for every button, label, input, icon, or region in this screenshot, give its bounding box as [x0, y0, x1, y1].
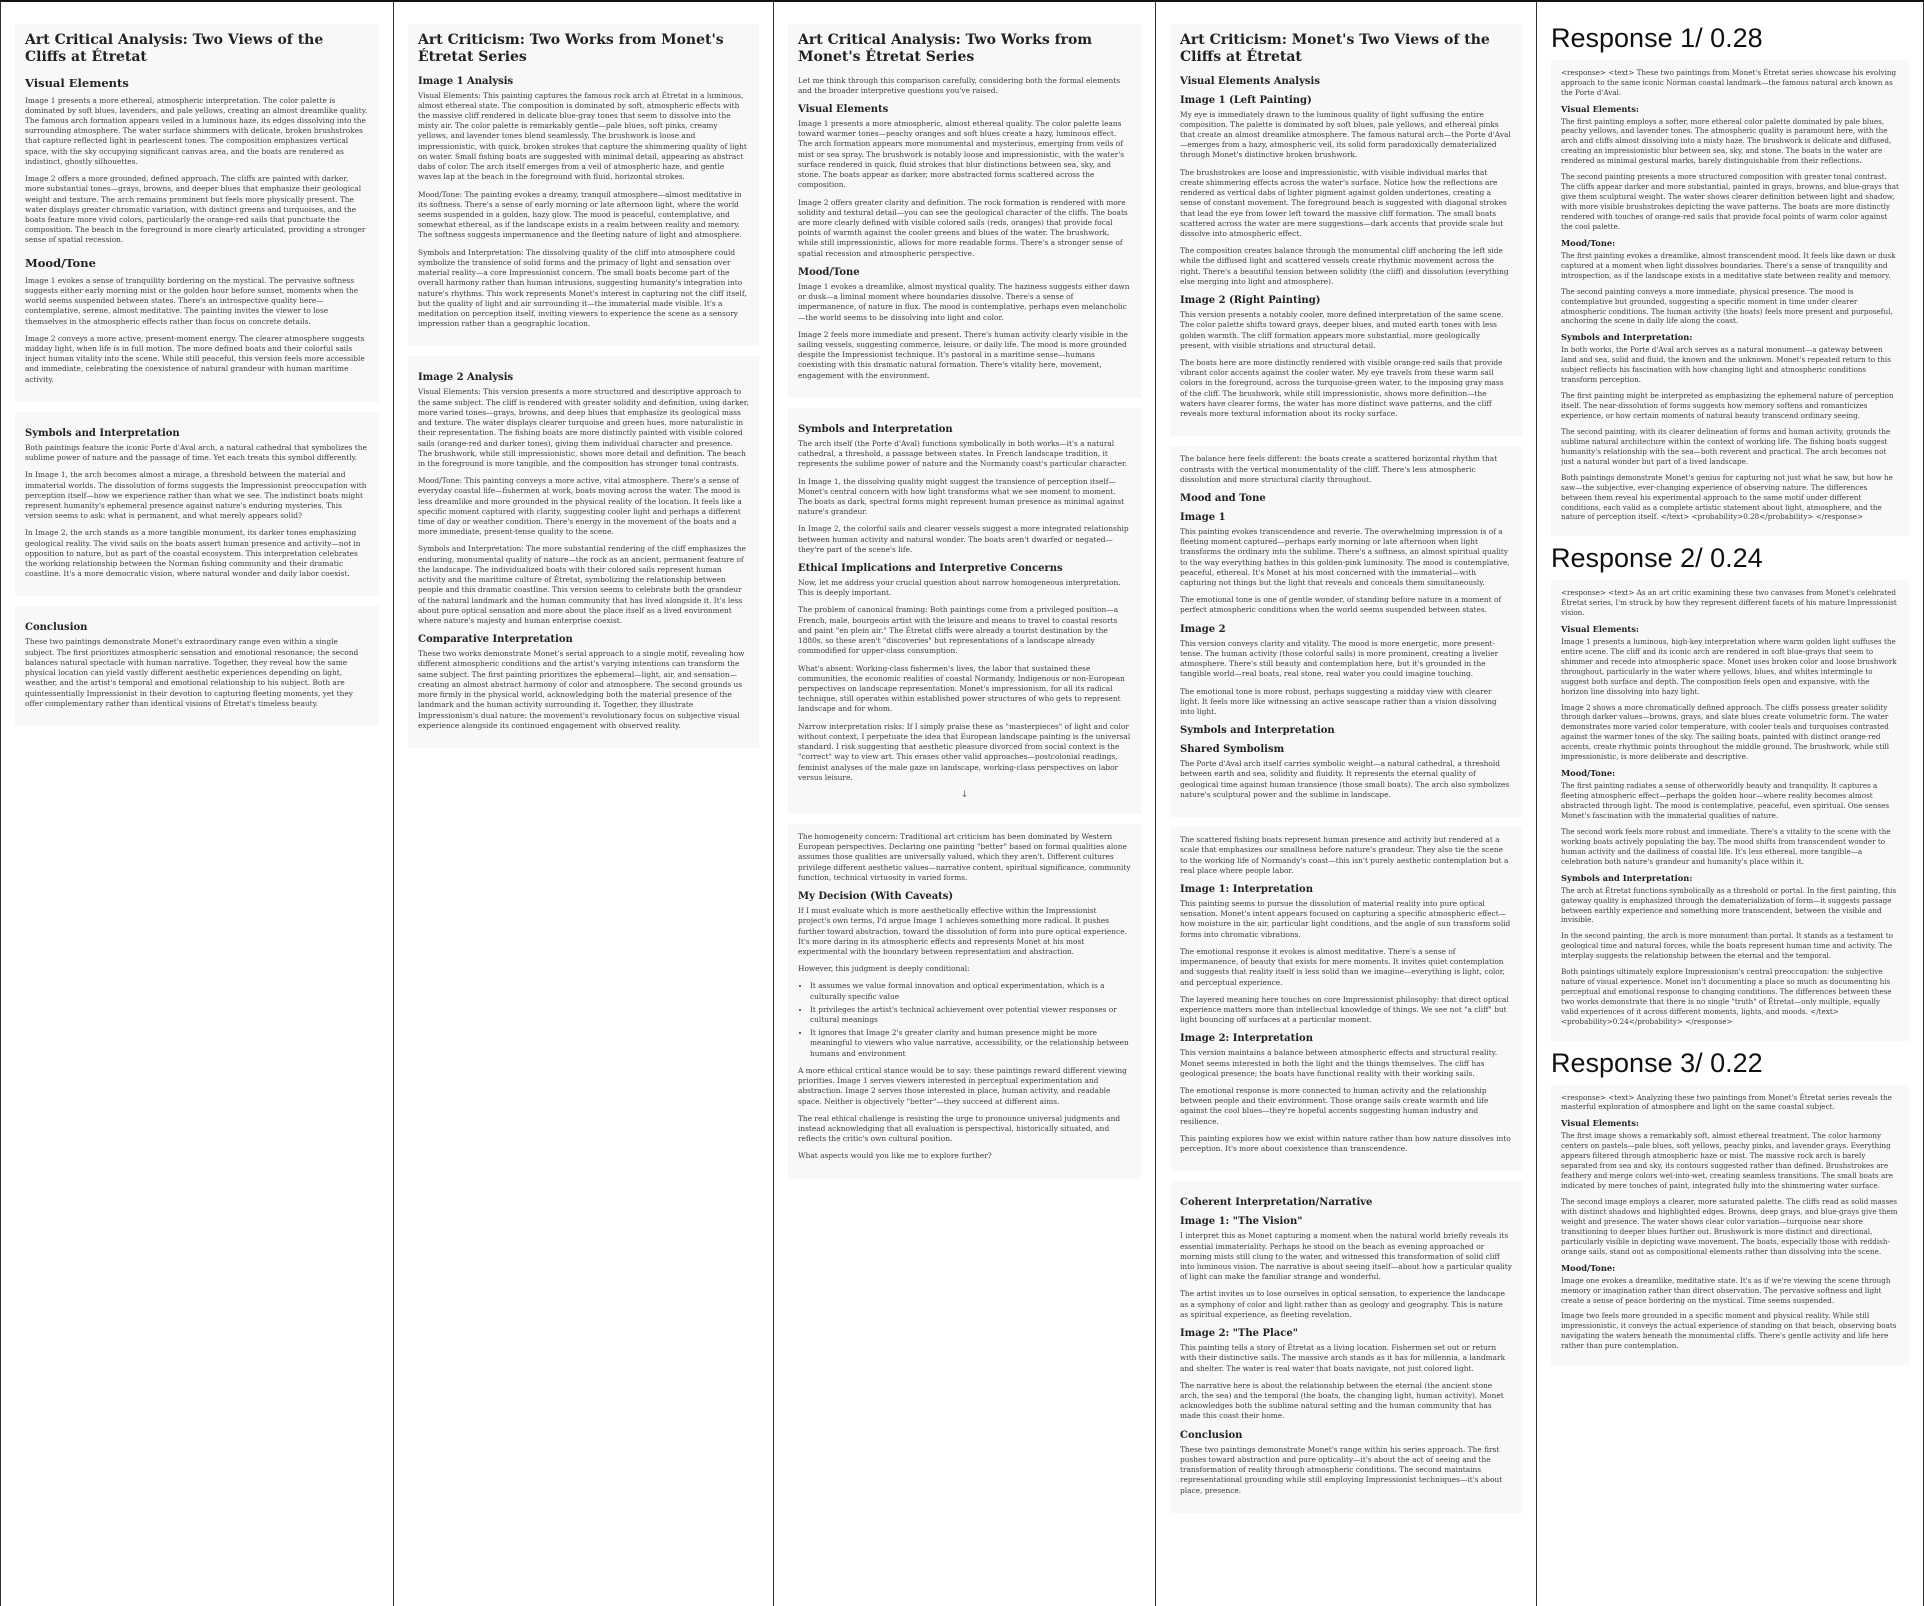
paragraph: Visual Elements: This version presents a more structured and descriptive approach to the same subject. The cliff is rendered with greater solidity and definition, using darker, more varied tones—grays, browns, and deep blues that emphasize its geological mass and texture. The water displays clearer turquoise and green hues, more naturalistic in their representation. The fishing boats are more distinctly painted with visible colored sails (orange-red and darker tones), giving them individual character and presence. The brushwork, while still impressionistic, shows more detail and definition. The beach in the foreground is more tangible, and the composition has stronger tonal contrasts. [418, 387, 749, 468]
document-title: Art Criticism: Monet's Two Views of the Cliffs at Étretat [1180, 32, 1490, 65]
paragraph: The emotional response is more connected to human activity and the relationship between people and their environment. Those orange sails create warmth and life against the cool blues—they're hopeful accents suggesting human industry and resilience. [1180, 1086, 1489, 1126]
paragraph: My eye is immediately drawn to the luminous quality of light suffusing the entire composition. The palette is dominated by soft blues, pale yellows, and ethereal pinks that create an almost dreamlike atmosphere. The famous natural arch—the Porte d'Aval—emerges from a hazy, atmospheric veil, its solid form paradoxically dematerialized through Monet's distinctive broken brushwork. [1180, 109, 1511, 160]
paragraph: The second painting conveys a more immediate, physical presence. The mood is contemplative but grounded, suggesting a specific moment in time under clearer atmospheric conditions. The human activity (the boats) feels more present and purposeful, anchoring the scene in daily life along the coast. [1561, 286, 1893, 326]
paragraph: The homogeneity concern: Traditional art criticism has been dominated by Western European perspectives. Declaring one painting "better" based on formal qualities alone assumes those qualities are universally valued, which they aren't. Different cultures privilege different aesthetic values—narrative content, spiritual significance, community function, technical virtuosity in varied forms. [798, 831, 1131, 882]
response-panel [15, 606, 379, 726]
paragraph: Image 1 evokes a dreamlike, almost mystical quality. The haziness suggests either dawn or dusk—a liminal moment where boundaries dissolve. There's a sense of impermanence, of nature in flux. The mood is contemplative, perhaps even melancholic—the world seems to be dissolving into light and color. [798, 281, 1130, 322]
response-panel [1170, 1181, 1522, 1512]
paragraph: The narrative here is about the relationship between the eternal (the ancient stone arch, the sea) and the temporal (the boats, the changing light, human activity). Monet acknowledges both the sublime natural setting and the human community that has made this coast their home. [1180, 1380, 1504, 1421]
subsection-heading: Shared Symbolism [1180, 744, 1285, 756]
paragraph: In both works, the Porte d'Aval arch serves as a natural monument—a gateway between land and sea, solid and fluid, the known and the unknown. Monet's repeated return to this subject reflects his fascination with how changing light and atmospheric conditions transform perception. [1561, 345, 1891, 385]
response-header: Response 2/ 0.24 [1551, 543, 1763, 574]
section-heading: Ethical Implications and Interpretive Concerns [798, 563, 1063, 575]
subsection-heading: Image 1: "The Vision" [1180, 1216, 1303, 1228]
intro-paragraph: Let me think through this comparison carefully, considering both the formal elements and the broader interpretive questions you've raised. [798, 75, 1121, 95]
subsection-heading: Image 1: Interpretation [1180, 883, 1313, 895]
paragraph: In Image 1, the dissolving quality might suggest the transience of perception itself—Monet's central concern with how light transforms what we see moment to moment. The boats as dark, spectral forms might represent human presence as minimal against nature's grandeur. [798, 476, 1125, 517]
section-heading: Conclusion [1180, 1429, 1243, 1441]
paragraph: Both paintings ultimately explore Impressionism's central preoccupation: the subjective nature of visual experience. Monet isn't documenting a place so much as documenting his perceptual and emotional response to changing conditions. The differences between these two works demonstrate that there is no single "truth" of Étretat—only multiple, equally valid experiences of it across different moments, lights, and moods. </text> <probability>0.24</probability> </response> [1561, 967, 1892, 1026]
paragraph: This version conveys clarity and vitality. The mood is more energetic, more present-tense. The human activity (those colorful sails) is more prominent, creating a livelier atmosphere. There's still beauty and contemplation here, but it's grounded in the tangible world—real boats, real stone, real water you could imagine touching. [1180, 638, 1499, 679]
paragraph: Image 2 offers a more grounded, defined approach. The cliffs are painted with darker, more substantial tones—grays, browns, and deeper blues that emphasize their geological weight and texture. The arch remains prominent but feels more physically present. The water displays greater chromatic variation, with distinct greens and turquoises, and the boats feature more vivid colors, particularly the orange-red sails that punctuate the composition. The beach in the foreground is more clearly articulated, providing a stronger sense of spatial recession. [25, 174, 366, 245]
response-panel [1170, 827, 1522, 1171]
paragraph: The balance here feels different: the boats create a scattered horizontal rhythm that contrasts with the vertical monumentality of the cliff. There's less atmospheric dissolution and more structural clarity throughout. [1180, 454, 1498, 484]
paragraph: Image 2 feels more immediate and present. There's human activity clearly visible in the sailing vessels, suggesting commerce, leisure, or daily life. The mood is more grounded despite the Impressionist technique. It's pastoral in a maritime sense—humans coexisting with this dramatic natural formation. There's vitality here, movement, engagement with the environment. [798, 329, 1128, 380]
response-panel [15, 412, 379, 597]
section-heading: Conclusion [25, 622, 88, 634]
response-text-block [1551, 1085, 1909, 1366]
paragraph: The first image shows a remarkably soft, almost ethereal treatment. The color harmony centers on pastels—pale blues, soft yellows, peachy pinks, and lavender grays. Everything appears filtered through atmospheric haze or mist. The massive rock arch is barely separated from sea and sky, its contours suggested rather than defined. Brushstrokes are feathery and merge colors wet-into-wet, creating seamless transitions. The small boats are indicated by mere touches of paint, integrated fully into the shimmering water surface. [1561, 1131, 1894, 1191]
paragraph: Now, let me address your crucial question about narrow homogeneous interpretation. This is deeply important. [798, 578, 1121, 598]
section-heading: Mood and Tone [1180, 492, 1266, 504]
section-heading: Symbols and Interpretation [25, 427, 180, 439]
paragraph: The brushstrokes are loose and impressionistic, with visible individual marks that create shimmering effects across the water's surface. Notice how the reflections are rendered as vertical dabs of lighter pigment against golden undertones, creating a sense of constant movement. The foreground beach is suggested with diagonal strokes that lead the eye from lower left toward the massive cliff formation. The small boats scattered across the water are mere suggestions—dark accents that provide scale but dissolve into atmospheric effect. [1180, 167, 1507, 238]
scroll-down-icon[interactable]: ↓ [960, 789, 969, 800]
paragraph: Image 2 conveys a more active, present-moment energy. The clearer atmosphere suggests midday light, when life is in full motion. The more defined boats and their colorful sails inject human vitality into the scene. While still peaceful, this version feels more accessible and immediate, celebrating the coexistence of natural grandeur with human maritime activity. [25, 333, 365, 384]
response-intro: <response> <text> Analyzing these two paintings from Monet's Étretat series reveals the masterful exploration of atmosphere and light on the same coastal subject. [1561, 1092, 1892, 1112]
paragraph: The second work feels more robust and immediate. There's a vitality to the scene with the working boats actively populating the bay. The mood shifts from transcendent wonder to human activity and the dailiness of coastal life. It's less ethereal, more tangible—a celebration both nature's grandeur and humanity's place within it. [1561, 826, 1891, 866]
paragraph: Mood/Tone: This painting conveys a more active, vital atmosphere. There's a sense of everyday coastal life—fishermen at work, boats moving across the water. The mood is less dreamlike and more grounded in the physical reality of the location. It feels like a specific moment captured with clarity, suggesting cooler light and perhaps a different time of day or weather condition. There's energy in the movement of the boats and a more immediate, present-tense quality to the scene. [418, 476, 742, 537]
paragraph: This painting explores how we exist within nature rather than how nature dissolves into perception. It's more about coexistence than transcendence. [1180, 1133, 1511, 1154]
response-section-label: Mood/Tone: [1561, 768, 1616, 779]
paragraph: The arch itself (the Porte d'Aval) functions symbolically in both works—it's a natural cathedral, a threshold, a passage between states. In French landscape tradition, it represents the sublime power of nature and the Normandy coast's particular character. [798, 438, 1128, 469]
response-text-block [1551, 580, 1909, 1041]
paragraph: Symbols and Interpretation: The dissolving quality of the cliff into atmosphere could symbolize the transience of solid forms and the primacy of light and sensation over material reality—a core Impressionist concern. The small boats become part of the overall harmony rather than human intrusions, suggesting humanity's integration into nature's rhythms. This work represents Monet's interest in capturing not the cliff itself, but the quality of light and air surrounding it—the immaterial made visible. It's a meditation on perception itself, inviting viewers to experience the scene as a sensory impression rather than a geographic location. [418, 247, 747, 329]
paragraph: The first painting might be interpreted as emphasizing the ephemeral nature of perception itself. The near-dissolution of forms suggests how memory softens and romanticizes experience, or how certain moments of natural beauty transcend ordinary seeing. [1561, 391, 1894, 420]
response-section-label: Mood/Tone: [1561, 237, 1616, 248]
paragraph: Image 2 offers greater clarity and definition. The rock formation is rendered with more solidity and textural detail—you can see the geological character of the cliffs. The boats are more clearly defined with visible colored sails (reds, oranges) that provide focal points of warmth against the cooler greens and blues of the water. The brushwork, while still impressionistic, allows for more readable forms. There's a stronger sense of spatial recession and atmospheric perspective. [798, 197, 1128, 258]
paragraph: The arch at Étretat functions symbolically as a threshold or portal. In the first painting, this gateway quality is emphasized through the dematerialization of form—it suggests passage between earthly experience and something more transcendent, between the visible and invisible. [1561, 885, 1897, 925]
response-header: Response 1/ 0.28 [1551, 23, 1763, 53]
response-panel [1170, 24, 1522, 436]
list-item: • It ignores that Image 2's greater clarity and human presence might be more meaningful to viewers who value narrative, accessibility, or the relationship between humans and environment [810, 1028, 1131, 1059]
subsection-heading: Image 2 [1180, 623, 1226, 635]
paragraph: The boats here are more distinctly rendered with visible orange-red sails that provide vibrant color accents against the cooler water. My eye travels from these warm sail colors in the foreground, across the turquoise-green water, to the imposing gray mass of the cliff. The brushwork, while still impressionistic, shows more definition—the waters have clearer forms, the water has more distinct wave patterns, and the cliff reveals more textural information about its rocky surface. [1180, 357, 1504, 419]
paragraph: The artist invites us to lose ourselves in optical sensation, to experience the landscape as a symphony of color and light rather than as geology and geography. This is nature as spiritual experience, as fleeting revelation. [1180, 1289, 1505, 1319]
paragraph: The first painting evokes a dreamlike, almost transcendent mood. It feels like dawn or dusk captured at a moment when light dissolves boundaries. There's a sense of tranquility and introspection, as if the landscape exists in a meditative state between reality and memory. [1561, 250, 1896, 280]
paragraph: These two paintings demonstrate Monet's range within his series approach. The first pushes toward abstraction and pure opticality—it's about the act of seeing and the transformation of reality through atmospheric conditions. The second maintains representational grounding while still employing Impressionist techniques—it's about place, presence. [1180, 1444, 1503, 1495]
paragraph: Narrow interpretation risks: If I simply praise these as "masterpieces" of light and color without context, I perpetuate the idea that European landscape painting is the universal standard. I risk suggesting that aesthetic pleasure divorced from social context is the "correct" way to view art. This erases other valid approaches—postcolonial readings, feminist analyses of the male gaze on landscape, working-class perspectives on labor versus leisure. [798, 721, 1131, 782]
response-column-1[interactable] [0, 2, 393, 1606]
paragraph: The second image employs a clearer, more saturated palette. The cliffs read as solid masses with distinct shadows and highlighted edges. Browns, deep grays, and blue-grays give them weight and presence. The water shows clear color variation—turquoise near shore transitioning to deeper blues further out. Brushwork is more distinct and directional, particularly visible in depicting wave movement. The boats, especially those with reddish-orange sails, stand out as compositional elements rather than dissolving into the scene. [1561, 1197, 1898, 1256]
section-heading: Mood/Tone [798, 266, 860, 278]
response-intro: <response> <text> As an art critic examining these two canvases from Monet's celebrated Étretat series, I'm struck by how they represent different facets of his mature Impressionist vision. [1561, 588, 1897, 617]
paragraph: Symbols and Interpretation: The more substantial rendering of the cliff emphasizes the enduring, monumental quality of nature—the rock as an ancient, permanent feature of the landscape. The individualized boats with their colored sails represent human activity and the maritime culture of Étretat, symbolizing the relationship between people and this dramatic coastline. This version seems to celebrate both the grandeur of the natural landmark and the human community that has lived alongside it. It's less about pure optical sensation and more about the place itself as a lived environment where nature's majesty and human enterprise coexist. [418, 544, 746, 625]
list-item: • It privileges the artist's technical achievement over potential viewer responses or cultural meanings [810, 1005, 1131, 1025]
response-header: Response 3/ 0.22 [1551, 1047, 1763, 1078]
response-column-2[interactable] [393, 2, 773, 1606]
response-panel [408, 24, 759, 346]
paragraph: The second painting presents a more structured composition with greater tonal contrast. The cliffs appear darker and more substantial, painted in grays, browns, and blue-grays that give them sculptural weight. The water shows clearer definition between light and shadow, with more visible brushstrokes depicting the wave patterns. The boats are more distinctly rendered with touches of orange-red sails that provide focal points of warm color against the cool palette. [1561, 172, 1899, 231]
response-panel [1170, 446, 1522, 817]
paragraph: The second painting, with its clearer delineation of forms and human activity, grounds the sublime natural architecture within the context of working life. The fishing boats suggest humanity's relationship with the sea—both reverent and practical. The arch becomes not just a natural wonder but part of a lived landscape. [1561, 426, 1891, 466]
response-column-4[interactable] [1155, 2, 1536, 1606]
list-item: • It assumes we value formal innovation and optical experimentation, which is a culturally specific value [810, 981, 1131, 1001]
paragraph: The layered meaning here touches on core Impressionist philosophy: that direct optical experience matters more than intellectual knowledge of things. We see not "a cliff" but light bouncing off surfaces at a particular moment. [1180, 994, 1509, 1025]
paragraph: The composition creates balance through the monumental cliff anchoring the left side while the diffused light and scattered vessels create rhythmic movement across the right. There's a beautiful tension between solidity (the cliff) and dissolution (everything else merging into light and atmosphere). [1180, 246, 1509, 286]
paragraph: This version maintains a balance between atmospheric effects and structural reality. Monet seems interested in both the light and the things themselves. The cliff has geological presence; the boats have functional reality with their working sails. [1180, 1048, 1498, 1078]
response-panel [788, 824, 1141, 1179]
response-section-label: Visual Elements: [1561, 103, 1639, 114]
paragraph: Visual Elements: This painting captures the famous rock arch at Étretat in a luminous, almost ethereal state. The composition is dominated by soft, atmospheric effects with the massive cliff rendered in delicate blue-gray tones that seem to dissolve into the misty air. The color palette is remarkably gentle—pale blues, soft pinks, creamy yellows, and lavender tones blend seamlessly. The brushwork is loose and impressionistic, with quick, broken strokes that capture the shimmering quality of light on water. Small fishing boats are suggested with minimal detail, appearing as abstract dabs of color. The arch itself emerges from a veil of atmospheric haze, and gentle waves lap at the beach in the foreground with fluid, horizontal strokes. [418, 90, 747, 182]
section-heading: Comparative Interpretation [418, 634, 573, 646]
paragraph: These two works demonstrate Monet's serial approach to a single motif, revealing how different atmospheric conditions and the artist's varying intentions can transform the same subject. The first painting prioritizes the ephemeral—light, air, and sensation—creating an almost abstract harmony of color and atmosphere. The second grounds us more firmly in the physical world, acknowledging both the material presence of the landmark and the human activity surrounding it. Together, they illustrate Impressionism's dual nature: the movement's revolutionary focus on subjective visual experience alongside its continued engagement with observed reality. [418, 649, 745, 730]
paragraph: What aspects would you like me to explore further? [798, 1151, 992, 1161]
paragraph: Image 2 shows a more chromatically defined approach. The cliffs possess greater solidity through darker values—browns, grays, and slate blues create volumetric form. The water demonstrates more varied color temperature, with cooler teals and turquoises contrasted against the warmer tones of the sky. The sailing boats, painted with distinct orange-red accents, create rhythmic points throughout the middle ground. The brushwork, while still impressionistic, is more deliberate and descriptive. [1561, 702, 1890, 762]
section-heading: Symbols and Interpretation [798, 423, 953, 435]
paragraph: The emotional tone is more robust, perhaps suggesting a midday view with clearer light. It feels more like witnessing an active seascape rather than a vision dissolving into light. [1180, 686, 1497, 716]
paragraph: If I must evaluate which is more aesthetically effective within the Impressionist project's own terms, I'd argue Image 1 achieves something more radical. It pushes further toward abstraction, toward the dissolution of form into pure optical experience. It's more daring in its atmospheric effects and represents Monet at his most experimental with the boundary between representation and abstraction. [798, 906, 1127, 956]
paragraph: However, this judgment is deeply conditional: [798, 964, 970, 974]
section-heading: Visual Elements [25, 75, 129, 90]
section-heading: Visual Elements [798, 104, 889, 116]
paragraph: The first painting radiates a sense of otherworldly beauty and tranquility. It captures a fleeting atmospheric effect—perhaps the golden hour—where reality becomes almost abstracted through light. The mood is contemplative, peaceful, even spiritual. One senses Monet's fascination with the immaterial qualities of nature. [1561, 781, 1890, 820]
paragraph: This painting seems to pursue the dissolution of material reality into pure optical sensation. Monet's intent appears focused on capturing a specific atmospheric effect—how moisture in the air, particular light conditions, and the angle of sun transform solid forms into chromatic vibrations. [1180, 898, 1511, 939]
paragraph: In the second painting, the arch is more monument than portal. It stands as a testament to geological time and natural forces, while the boats represent human time and activity. The interplay suggests the relationship between the eternal and the temporal. [1561, 931, 1893, 961]
response-panel [788, 24, 1141, 398]
paragraph: In Image 2, the colorful sails and clearer vessels suggest a more integrated relationship between human activity and natural wonder. The boats aren't dwarfed or negated—they're part of the scene's life. [798, 524, 1129, 554]
document-title: Art Critical Analysis: Two Views of the Cliffs at Étretat [25, 32, 324, 65]
response-text-block [1551, 60, 1909, 537]
paragraph: Image two feels more grounded in a specific moment and physical reality. While still impressionistic, it conveys the actual experience of standing on that beach, observing boats navigating the waters beneath the monumental cliffs. There's gentle activity and life here rather than pure contemplation. [1561, 1311, 1897, 1351]
paragraph: This version presents a notably cooler, more defined interpretation of the same scene. The color palette shifts toward grays, deeper blues, and muted earth tones with less golden warmth. The cliff formation appears more substantial, more geologically present, with visible striations and structural detail. [1180, 310, 1504, 350]
paragraph: The emotional response it evokes is almost meditative. There's a sense of impermanence, of beauty that exists for mere moments. It invites quiet contemplation and suggests that reality itself is less solid than we imagine—everything is light, color, and perceptual experience. [1180, 946, 1505, 987]
bullet-list [798, 981, 1131, 1059]
paragraph: This painting tells a story of Étretat as a living location. Fishermen set out or return with their distinctive sails. The massive arch stands as it has for millennia, a landmark and shelter. The water is real water that boats navigate, not just colored light. [1180, 1343, 1506, 1373]
paragraph: The problem of canonical framing: Both paintings come from a privileged position—a French, male, bourgeois artist with the leisure and means to travel to coastal resorts and paint "en plein air." The Étretat cliffs were already a tourist destination by the 1880s, so these aren't "discoveries" but representations of a landscape already commodified for upper-class consumption. [798, 605, 1119, 656]
paragraph: Image 1 evokes a sense of tranquility bordering on the mystical. The pervasive softness suggests either early morning mist or the golden hour before sunset, moments when the world seems suspended between states. There's an introspective quality here—contemplative, serene, almost meditative. The painting invites the viewer to lose themselves in the atmospheric effects rather than focus on concrete details. [25, 275, 359, 326]
section-heading: My Decision (With Caveats) [798, 891, 954, 903]
document-title: Art Critical Analysis: Two Works from Monet's Étretat Series [798, 32, 1093, 65]
response-panel [788, 408, 1141, 814]
paragraph: I interpret this as Monet capturing a moment when the natural world briefly reveals its essential immateriality. Perhaps he stood on the beach as evening approached or morning mists still clung to the water, and witnessed this transformation of solid cliff into luminous vision. The narrative is about seeing itself—about how a particular quality of light can make the familiar strange and wonderful. [1180, 1231, 1512, 1282]
paragraph: The real ethical challenge is resisting the urge to pronounce universal judgments and instead acknowledging that all evaluation is perspectival, historically situated, and reflects the critic's own cultural position. [798, 1113, 1121, 1144]
response-section-label: Visual Elements: [1561, 1118, 1639, 1129]
section-heading: Image 1 Analysis [418, 75, 514, 87]
paragraph: What's absent: Working-class fishermen's lives, the labor that sustained these communities, the economic realities of coastal Normandy, Indigenous or non-European perspectives on landscape representation. Monet's impressionism, for all its radical technique, still operates within established power structures of who gets to represent landscape and for whom. [798, 663, 1125, 714]
paragraph: Image 1 presents a more atmospheric, almost ethereal quality. The color palette leans toward warmer tones—peachy oranges and soft blues create a hazy, luminous effect. The arch formation appears more monumental and mysterious, emerging from veils of mist or sea spray. The brushwork is notably loose and impressionistic, with the water's surface rendered in quick, fluid strokes that blur distinctions between sea, sky, and stone. The boats appear as darker, more abstracted forms scattered across the composition. [798, 119, 1125, 190]
subsection-heading: Image 1 [1180, 511, 1226, 523]
paragraph: In Image 1, the arch becomes almost a mirage, a threshold between the material and immaterial worlds. The dissolution of forms suggests the Impressionist preoccupation with perception itself—how we experience rather than what we see. The indistinct boats might represent humanity's ephemeral presence against nature's enduring mysteries. This version seems to ask: what is permanent, and what merely appears solid? [25, 470, 367, 521]
paragraph: A more ethical critical stance would be to say: these paintings reward different viewing priorities. Image 1 serves viewers interested in perceptual experimentation and abstraction. Image 2 serves those interested in place, human activity, and readable space. Neither is objectively "better"—they succeed at different aims. [798, 1065, 1127, 1106]
sampled-responses-column[interactable] [1536, 2, 1924, 1606]
paragraph: These two paintings demonstrate Monet's extraordinary range even within a single subject. The first prioritizes atmospheric sensation and emotional resonance; the second balances natural spectacle with human narrative. Together, they reveal how the same physical location can yield vastly different aesthetic experiences depending on light, weather, and the artist's temporal and emotional relationship to his subject. Both are quintessentially Impressionist in their devotion to capturing fleeting moments, yet they offer complementary rather than identical visions of Étretat's timeless beauty. [25, 637, 359, 708]
section-heading: Coherent Interpretation/Narrative [1180, 1197, 1373, 1209]
document-title: Art Criticism: Two Works from Monet's Étretat Series [418, 32, 724, 65]
response-section-label: Mood/Tone: [1561, 1262, 1616, 1273]
paragraph: In Image 2, the arch stands as a more tangible monument, its darker tones emphasizing geological reality. The vivid sails on the boats assert human presence and activity—not in opposition to nature, but as part of the coastal ecosystem. This interpretation celebrates the working relationship between the Norman fishing community and their dramatic coastline. It's a more democratic vision, where natural wonder and daily labor coexist. [25, 528, 361, 579]
paragraph: The Porte d'Aval arch itself carries symbolic weight—a natural cathedral, a threshold between earth and sea, solidity and fluidity. It represents the eternal quality of geological time against human transience (those small boats). The arch also symbolizes nature's sculptural power and the sublime in landscape. [1180, 759, 1510, 799]
response-section-label: Visual Elements: [1561, 623, 1639, 634]
response-intro: <response> <text> These two paintings from Monet's Étretat series showcase his evolving approach to the same iconic Norman coastal landmark—the famous natural arch known as the Porte d'Aval. [1561, 67, 1897, 97]
response-panel [408, 356, 759, 748]
paragraph: Both paintings feature the iconic Porte d'Aval arch, a natural cathedral that symbolizes the sublime power of nature and the passage of time. Yet each treats this symbol differently. [25, 442, 367, 463]
paragraph: Image 1 presents a more ethereal, atmospheric interpretation. The color palette is dominated by soft blues, lavenders, and pale yellows, creating an almost dreamlike quality. The famous arch formation appears veiled in a luminous haze, its edges dissolving into the surrounding atmosphere. The water surface shimmers with delicate, broken brushstrokes that capture reflected light in pearlescent tones. The composition emphasizes vertical space, with the sky occupying significant canvas area, and the boats are rendered as indistinct, ghostly silhouettes. [25, 95, 368, 166]
section-heading: Mood/Tone [25, 255, 96, 270]
subsection-heading: Image 1 (Left Painting) [1180, 94, 1312, 106]
response-section-label: Symbols and Interpretation: [1561, 332, 1693, 343]
subsection-heading: Image 2 (Right Painting) [1180, 295, 1321, 307]
subsection-heading: Image 2: Interpretation [1180, 1033, 1313, 1045]
paragraph: The scattered fishing boats represent human presence and activity but rendered at a scale that emphasizes our smallness before nature's grandeur. They also tie the scene to the working life of Normandy's coast—this isn't purely aesthetic contemplation but a real place where people labor. [1180, 835, 1509, 875]
paragraph: Mood/Tone: The painting evokes a dreamy, tranquil atmosphere—almost meditative in its softness. There's a sense of early morning or late afternoon light, where the world seems suspended in a golden, hazy glow. The mood is peaceful, contemplative, and somewhat ethereal, as if the landscape exists in a realm between reality and memory. The softness suggests impermanence and the fleeting nature of light and atmosphere. [418, 189, 742, 240]
response-panel [15, 24, 379, 402]
section-heading: Symbols and Interpretation [1180, 725, 1335, 737]
paragraph: Both paintings demonstrate Monet's genius for capturing not just what he saw, but how he saw—the subjective, ever-changing experience of observing nature. The differences between them reveal his experimental approach to the same motif under different conditions, each valid as a complete artistic statement about light, atmosphere, and the nature of perception itself. </text> <probability>0.28</probability> </response> [1561, 472, 1893, 522]
paragraph: Image 1 presents a luminous, high-key interpretation where warm golden light suffuses the entire scene. The cliff and its iconic arch are rendered in soft blue-grays that seem to shimmer and recede into atmospheric space. Monet uses broken color and loose brushwork throughout, particularly in the water where yellows, blues, and whites intermingle to suggest both surface and depth. The composition feels open and expansive, with the horizon line dissolving into hazy light. [1561, 636, 1897, 696]
paragraph: The emotional tone is one of gentle wonder, of standing before nature in a moment of perfect atmospheric conditions when the world seems suspended between states. [1180, 595, 1502, 615]
paragraph: This painting evokes transcendence and reverie. The overwhelming impression is of a fleeting moment captured—perhaps early morning or late afternoon when light transforms the ordinary into the sublime. There's a softness, an almost spiritual quality to the way everything bathes in this golden-pink luminosity. The mood is contemplative, peaceful, ethereal. It's Monet at his most concerned with the immaterial—with capturing not things but the light that reveals and conceals them simultaneously. [1180, 526, 1510, 588]
paragraph: The first painting employs a softer, more ethereal color palette dominated by pale blues, peachy yellows, and lavender tones. The atmospheric quality is paramount here, with the arch and cliffs almost dissolving into a misty haze. The brushwork is delicate and diffused, creating an impressionistic blur between sea, sky, and stone. The boats in the water are rendered as minimal gestural marks, barely distinguishable from their reflections. [1561, 116, 1892, 166]
response-column-3[interactable] [773, 2, 1155, 1606]
section-heading: Visual Elements Analysis [1180, 75, 1320, 87]
response-section-label: Symbols and Interpretation: [1561, 872, 1693, 883]
paragraph: Image one evokes a dreamlike, meditative state. It's as if we're viewing the scene through memory or imagination rather than direct observation. The pervasive softness and light create a sense of peace bordering on the mystical. Time seems suspended. [1561, 1275, 1891, 1305]
section-heading: Image 2 Analysis [418, 372, 514, 384]
subsection-heading: Image 2: "The Place" [1180, 1328, 1298, 1340]
